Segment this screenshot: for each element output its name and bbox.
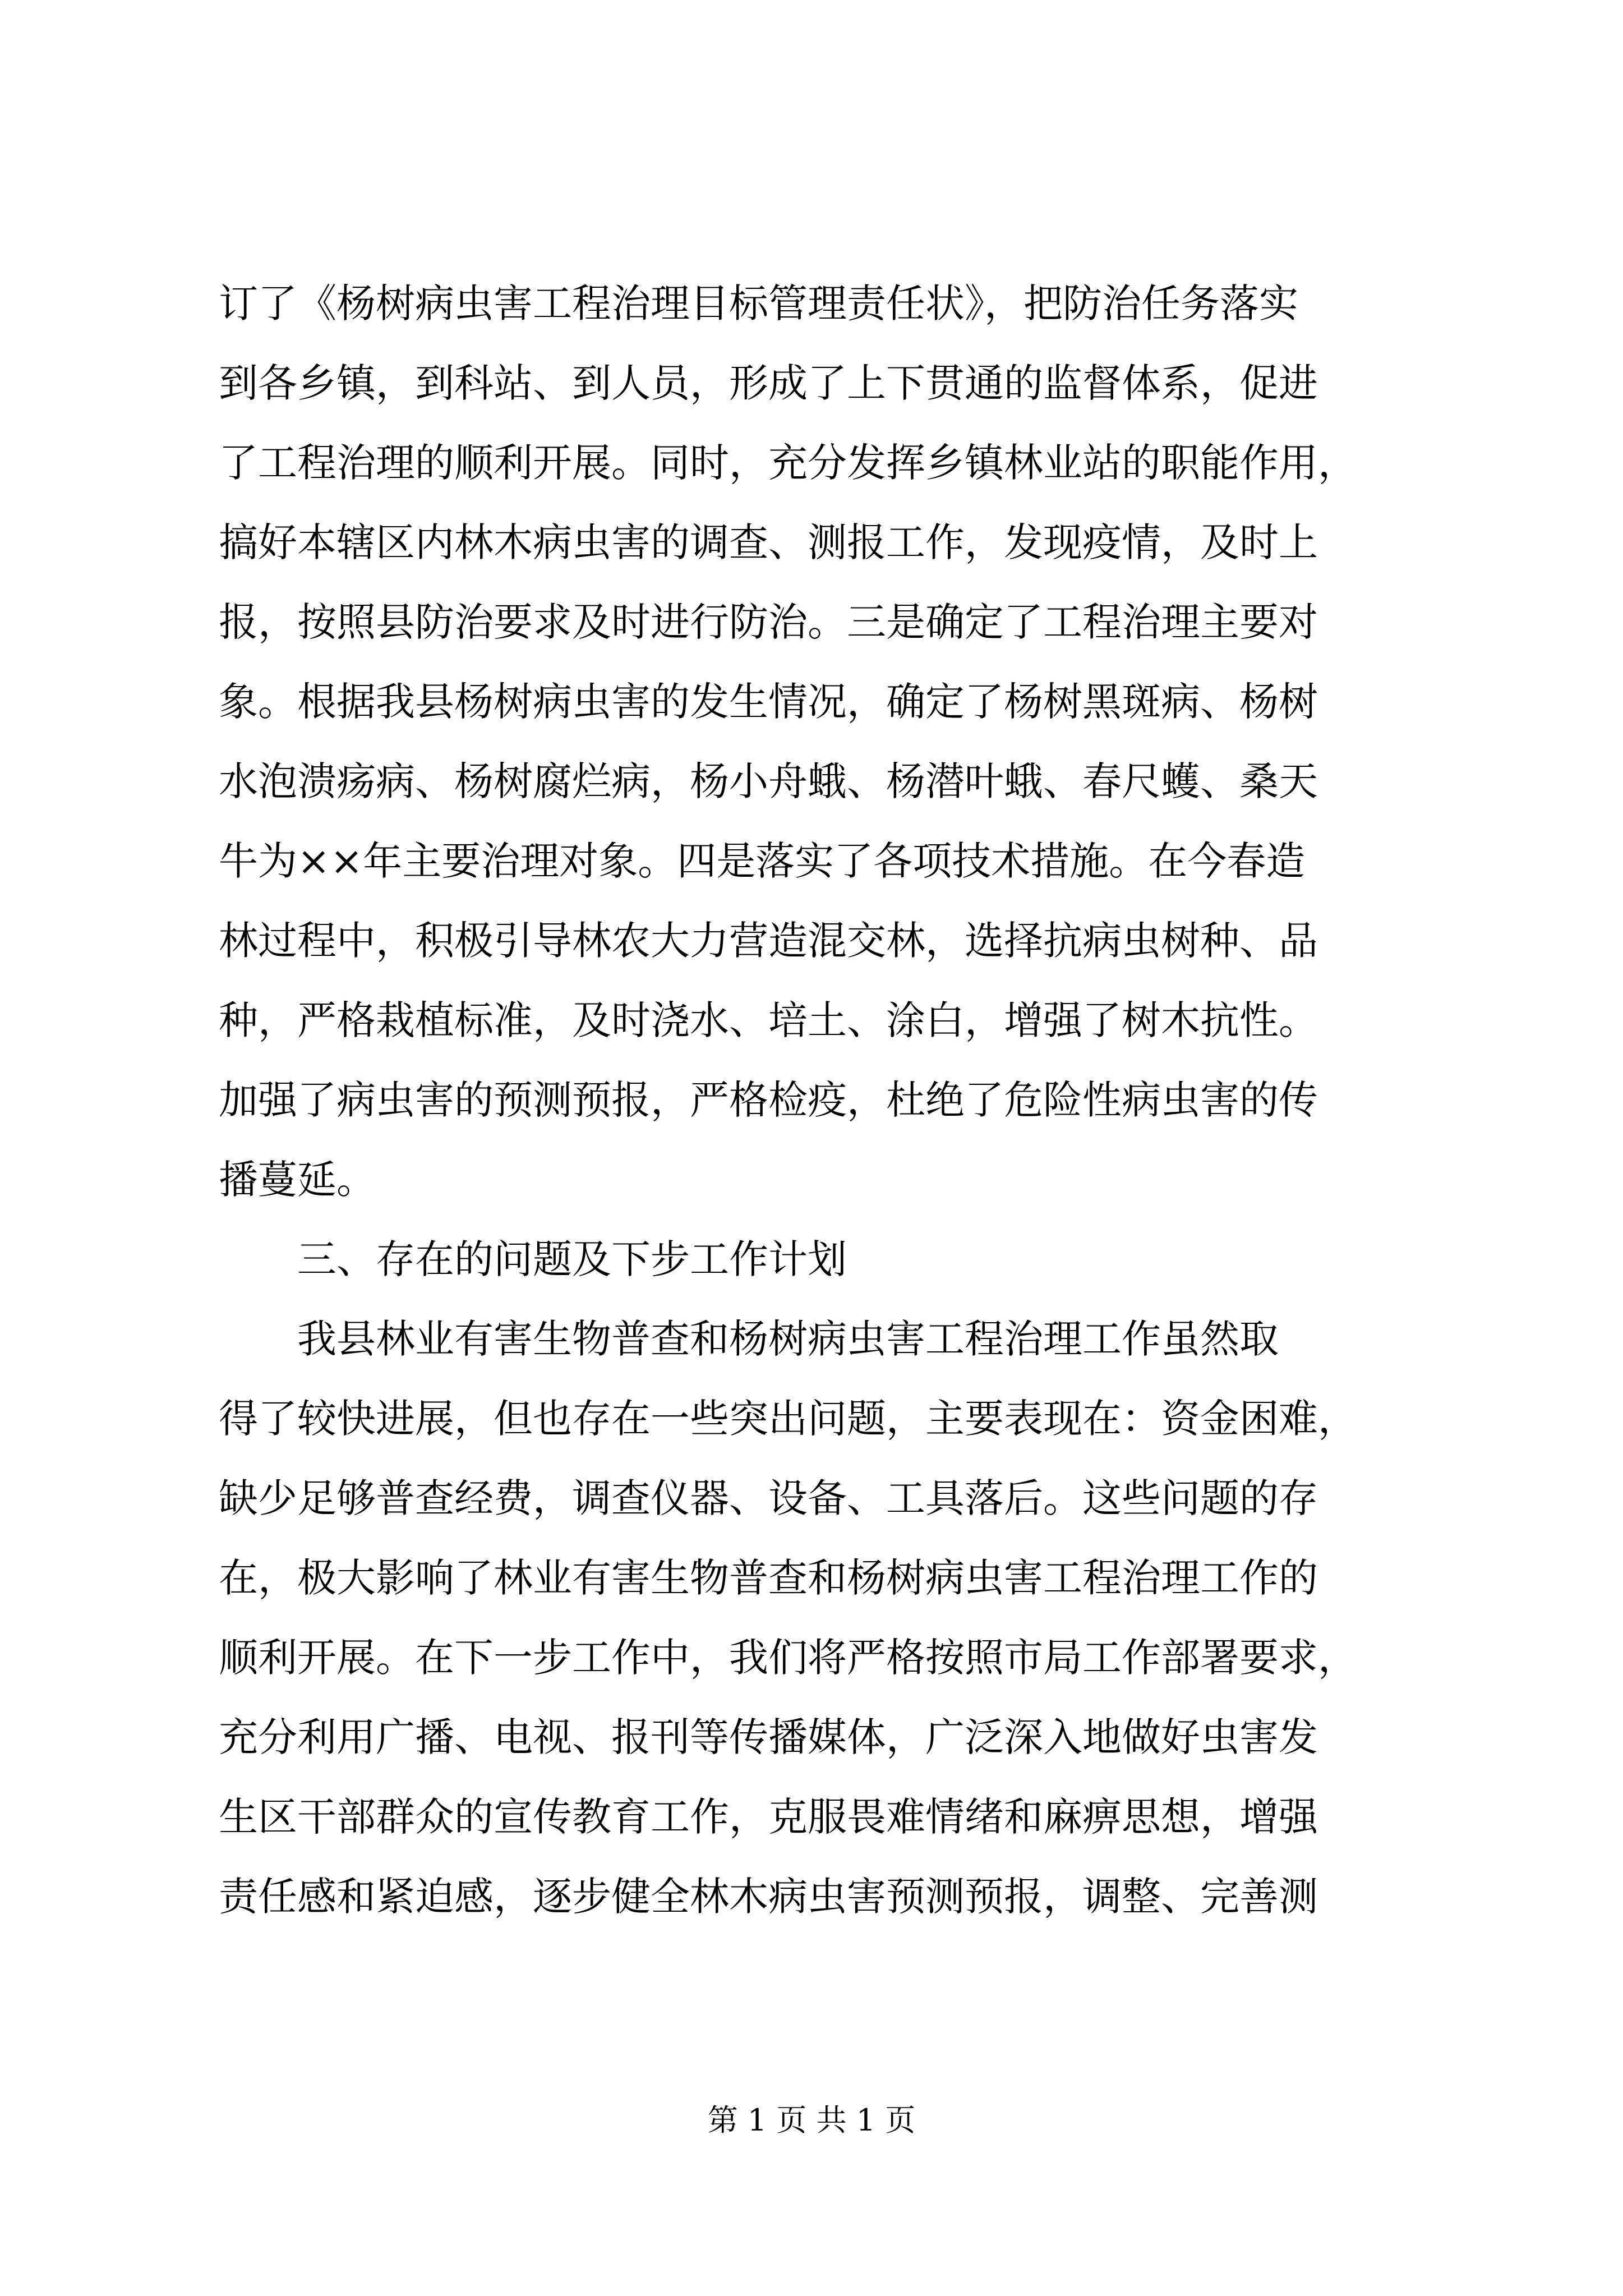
text-line: 责任感和紧迫感，逐步健全林木病虫害预测预报，调整、完善测 <box>219 1874 1318 1920</box>
page-number-footer: 第 1 页 共 1 页 <box>707 2102 916 2138</box>
text-line: 报，按照县防治要求及时进行防治。三是确定了工程治理主要对 <box>219 599 1318 645</box>
paragraph-first-line: 我县林业有害生物普查和杨树病虫害工程治理工作虽然取 <box>297 1316 1279 1362</box>
text-line: 牛为××年主要治理对象。四是落实了各项技术措施。在今春造 <box>219 838 1306 884</box>
text-line: 林过程中，积极引导林农大力营造混交林，选择抗病虫树种、品 <box>219 918 1318 964</box>
text-line: 得了较快进展，但也存在一些突出问题，主要表现在：资金困难， <box>219 1396 1357 1442</box>
text-line: 水泡溃疡病、杨树腐烂病，杨小舟蛾、杨潜叶蛾、春尺蠖、桑天 <box>219 758 1318 804</box>
text-line: 了工程治理的顺利开展。同时，充分发挥乡镇林业站的职能作用， <box>219 440 1357 486</box>
text-line: 顺利开展。在下一步工作中，我们将严格按照市局工作部署要求， <box>219 1635 1357 1681</box>
text-line: 缺少足够普查经费，调查仪器、设备、工具落后。这些问题的存 <box>219 1475 1318 1521</box>
text-line: 搞好本辖区内林木病虫害的调查、测报工作，发现疫情，及时上 <box>219 519 1318 565</box>
text-line: 生区干部群众的宣传教育工作，克服畏难情绪和麻痹思想，增强 <box>219 1794 1318 1840</box>
text-line: 到各乡镇，到科站、到人员，形成了上下贯通的监督体系，促进 <box>219 360 1318 406</box>
text-line: 在，极大影响了林业有害生物普查和杨树病虫害工程治理工作的 <box>219 1555 1318 1601</box>
section-heading: 三、存在的问题及下步工作计划 <box>297 1236 847 1282</box>
text-line: 订了《杨树病虫害工程治理目标管理责任状》，把防治任务落实 <box>219 280 1298 326</box>
text-line: 象。根据我县杨树病虫害的发生情况，确定了杨树黑斑病、杨树 <box>219 679 1318 725</box>
text-line: 种，严格栽植标准，及时浇水、培土、涂白，增强了树木抗性。 <box>219 997 1318 1043</box>
text-line: 加强了病虫害的预测预报，严格检疫，杜绝了危险性病虫害的传 <box>219 1077 1318 1123</box>
document-body <box>219 264 1413 1936</box>
text-line: 播蔓延。 <box>219 1157 376 1203</box>
text-line: 充分利用广播、电视、报刊等传播媒体，广泛深入地做好虫害发 <box>219 1714 1318 1760</box>
